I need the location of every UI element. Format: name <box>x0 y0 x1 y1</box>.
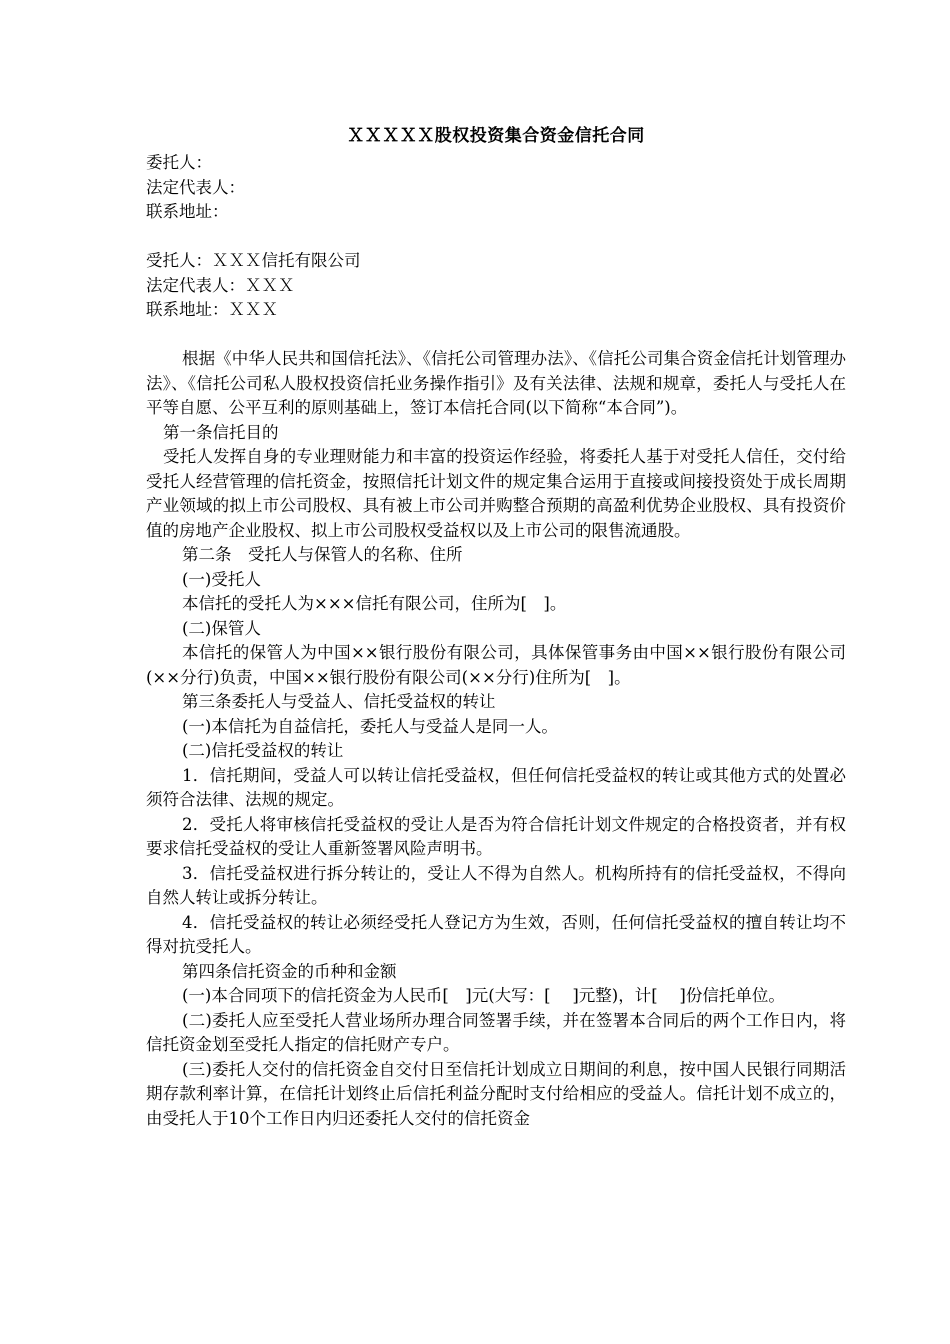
document-title: ＸＸＸＸＸ股权投资集合资金信托合同 <box>347 126 645 146</box>
article4-heading: 第四条信托资金的币种和金额 <box>182 961 397 981</box>
article1-body: 受托人发挥自身的专业理财能力和丰富的投资运作经验，将委托人基于对受托人信任，交付给受托人经营管理的信托资金，按照信托计划文件的规定集合运用于直接或间接投资处于成长周期产业领域的拟上市公司股权、具有被上市公司并购整合预期的高盈利优势企业股权、具有投资价值的房地产企业股权、拟上市公司股权受益权以及上市公司的限售流通股。 <box>146 447 846 540</box>
article2-sub1: (一)受托人 <box>182 569 261 589</box>
trustee-representative: 法定代表人：ＸＸＸ <box>146 275 295 295</box>
article3-sub2: (二)信托受益权的转让 <box>182 741 344 760</box>
spacer <box>146 323 846 348</box>
preamble-paragraph: 根据《中华人民共和国信托法》、《信托公司管理办法》、《信托公司集合资金信托计划管理办法》、《信托公司私人股权投资信托业务操作指引》及有关法律、法规和规章，委托人与受托人在平等自愿、公平互利的原则基础上，签订本信托合同(以下简称“本合同”)。 <box>146 349 846 417</box>
article3-item4: 4．信托受益权的转让必须经受托人登记方为生效，否则，任何信托受益权的擅自转让均不得对抗受托人。 <box>146 912 846 956</box>
contract-page <box>146 124 846 1131</box>
article3-heading: 第三条委托人与受益人、信托受益权的转让 <box>182 692 496 711</box>
article3-item1: 1．信托期间，受益人可以转让信托受益权，但任何信托受益权的转让或其他方式的处置必须符合法律、法规的规定。 <box>146 765 846 809</box>
trustee-address: 联系地址：ＸＸＸ <box>146 300 278 319</box>
article3-sub1: (一)本信托为自益信托，委托人与受益人是同一人。 <box>182 716 558 736</box>
article3-item3: 3．信托受益权进行拆分转让的，受让人不得为自然人。机构所持有的信托受益权，不得向自然人转让或拆分转让。 <box>146 863 846 907</box>
article3-item2: 2．受托人将审核信托受益权的受让人是否为符合信托计划文件规定的合格投资者，并有权要求信托受益权的受让人重新签署风险声明书。 <box>146 814 846 858</box>
article1-heading: 第一条信托目的 <box>163 422 279 442</box>
article2-heading: 第二条 受托人与保管人的名称、住所 <box>182 545 463 564</box>
article2-sub1-body: 本信托的受托人为×××信托有限公司，住所为[ ]。 <box>182 594 567 613</box>
article4-sub2: (二)委托人应至受托人营业场所办理合同签署手续，并在签署本合同后的两个工作日内，将信托资金划至受托人指定的信托财产专户。 <box>146 1010 846 1054</box>
article2-sub2: (二)保管人 <box>182 618 261 638</box>
article4-sub3: (三)委托人交付的信托资金自交付日至信托计划成立日期间的利息，按中国人民银行同期活期存款利率计算，在信托计划终止后信托利益分配时支付给相应的受益人。信托计划不成立的，由受托人于10个工作日内归还委托人交付的信托资金 <box>146 1059 846 1128</box>
settlor-label: 委托人： <box>146 153 212 172</box>
trustee-name: 受托人：ＸＸＸ信托有限公司 <box>146 251 361 270</box>
spacer <box>146 225 846 250</box>
article4-sub1: (一)本合同项下的信托资金为人民币[ ]元(大写：[ ]元整)，计[ ]份信托单位。 <box>182 986 785 1005</box>
article2-sub2-body: 本信托的保管人为中国××银行股份有限公司，具体保管事务由中国××银行股份有限公司(××分行)负责，中国××银行股份有限公司(××分行)住所为[ ]。 <box>146 643 846 687</box>
settlor-address-label: 联系地址： <box>146 202 229 221</box>
settlor-rep-label: 法定代表人： <box>146 177 245 197</box>
